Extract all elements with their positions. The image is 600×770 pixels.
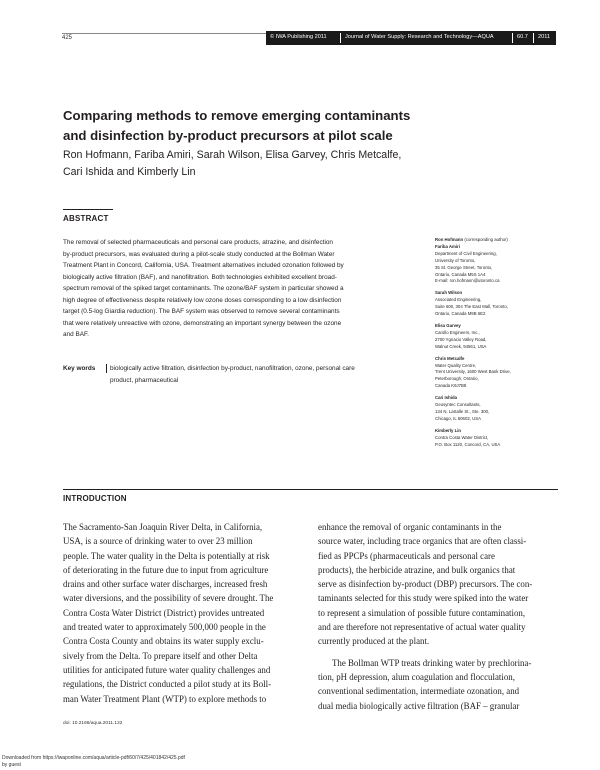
body-line: people. The water quality in the Delta is potentially at risk (63, 550, 270, 561)
affiliation-name: Cari Ishida (435, 395, 457, 401)
abstract-line: high degree of effectiveness despite relatively low ozone doses corresponding to a low disinfection (63, 296, 342, 304)
introduction-heading: INTRODUCTION (63, 494, 127, 503)
header-separator (512, 33, 513, 43)
abstract-line: that were relatively unreactive with ozone, demonstrating an important synergy between the ozone (63, 319, 342, 327)
download-line: Downloaded from https://iwaponline.com/aqua/article-pdf/60/7/425/401842/425.pdf (2, 755, 185, 761)
body-line: currently produced at the plant. (318, 636, 430, 647)
abstract-rule (63, 209, 113, 210)
header-separator (340, 33, 341, 43)
body-line: utilities for anticipated future water quality challenges and (63, 664, 271, 675)
author-line: Ron Hofmann, Fariba Amiri, Sarah Wilson, Elisa Garvey, Chris Metcalfe, (63, 149, 402, 161)
journal-header-band (266, 31, 556, 45)
body-line: of deteriorating in the future due to input from agriculture (63, 564, 269, 575)
affiliation-line: Suite 600, 304 The East Mall, Toronto, (435, 304, 508, 310)
affiliation-line: Department of Civil Engineering, (435, 250, 497, 256)
affiliation-line: Geosyntec Consultants, (435, 402, 481, 408)
affiliation-block (435, 395, 565, 423)
affiliation-line: E-mail: ron.hofmann@utoronto.ca (435, 278, 500, 284)
affiliation-line: Ontario, Canada M9B 6E2 (435, 311, 486, 317)
abstract-line: biologically active filtration (BAF), and nanofiltration. Both technologies exhibited excellent broad- (63, 273, 337, 281)
affiliation-line: 35 St. George Street, Toronto, (435, 264, 493, 270)
abstract-line: target (0.5-log Giardia reduction). The BAF system was observed to remove several contaminants (63, 308, 340, 315)
keywords-separator (106, 364, 107, 373)
abstract-heading: ABSTRACT (63, 214, 109, 223)
affiliation-block (435, 290, 565, 318)
body-line: drains and other surface water discharges, increased fresh (63, 579, 268, 590)
body-line: conventional sedimentation, intermediate ozonation, and (318, 686, 520, 697)
body-line: enhance the removal of organic contaminants in the (318, 522, 502, 532)
doi: doi: 10.2166/aqua.2011.132 (63, 721, 123, 726)
affiliation-line: Ontario, Canada M5S 1A4 (435, 271, 486, 277)
body-line: water diversions, and the possibility of severe drought. The (63, 593, 274, 604)
abstract-text (63, 237, 415, 341)
keywords-line: product, pharmaceutical (110, 376, 179, 384)
year: 2011 (538, 34, 551, 40)
download-notice (2, 755, 185, 768)
body-line: The Bollman WTP treats drinking water by prechlorina- (332, 657, 532, 668)
affiliation-block (435, 323, 565, 351)
body-line: and treated water to approximately 500,000 people in the (63, 622, 266, 633)
journal-name: Journal of Water Supply: Research and Technology—AQUA (345, 34, 494, 40)
affiliation-name: Fariba Amiri (435, 243, 460, 249)
affiliation-line: 134 N. LaSalle St., Ste. 300, (435, 408, 490, 414)
affiliation-line: 2700 Ygnacio Valley Road, (435, 336, 487, 342)
affiliation-name: Elisa Garvey (435, 322, 461, 328)
affiliation-line: Carollo Engineers, Inc., (435, 329, 480, 335)
affiliation-block (435, 244, 565, 285)
body-line: fied as PPCPs (pharmaceuticals and personal care (318, 550, 495, 561)
body-line: and are therefore not representative of actual water quality (318, 622, 526, 633)
author-line: Cari Ishida and Kimberly Lin (63, 166, 196, 178)
body-line: regulations, the District conducted a pilot study at its Boll- (63, 679, 272, 690)
affiliation-name: Kimberly Lin (435, 427, 462, 433)
body-line: products), the herbicide atrazine, and bulk organics that (318, 564, 516, 575)
affiliation-block (435, 356, 565, 391)
body-line: man Water Treatment Plant (WTP) to explore methods to (63, 693, 267, 704)
abstract-line: Treatment Plant in Concord, California, USA. Treatment alternatives included ozonation followed by (63, 262, 344, 269)
abstract-line: by-product precursors, was evaluated during a pilot-scale study conducted at the Bollman Water (63, 250, 335, 258)
keywords-line: biologically active filtration, disinfection by-product, nanofiltration, ozone, personal care (110, 365, 355, 372)
affiliation-name: Sarah Wilson (435, 290, 463, 296)
affiliation-line: Contra Costa Water District, (435, 434, 489, 440)
author-list (63, 147, 463, 181)
affiliation-line: Canada K9J7B8 (435, 383, 467, 389)
intro-column-right (318, 520, 558, 713)
affiliation-line: P.O. Box 1120, Concord, CA, USA (435, 441, 501, 447)
body-line: Contra Costa County and obtains its water supply exclu- (63, 636, 264, 647)
affiliation-note: (corresponding author) (463, 237, 508, 242)
intro-column-left (63, 520, 299, 706)
body-line: dual media biologically active filtration (BAF – granular (318, 700, 520, 711)
header-separator (533, 33, 534, 43)
affiliation-line: Associated Engineering, (435, 297, 482, 303)
affiliation-line: Water Quality Centre, (435, 362, 477, 368)
title-line: Comparing methods to remove emerging contaminants (63, 108, 411, 123)
body-line: serve as disinfection by-product (DBP) precursors. The con- (318, 579, 533, 590)
affiliation-line: Chicago, IL 60602, USA (435, 415, 481, 421)
body-line: USA, is a source of drinking water to over 23 million (63, 536, 253, 547)
page-number: 425 (62, 35, 73, 41)
affiliation-name: Chris Metcalfe (435, 355, 465, 361)
body-line: source water, including trace organics that are often classi- (318, 536, 527, 547)
affiliation-line: Trent University, 1600 West Bank Drive, (435, 369, 511, 375)
abstract-line: spectrum removal of the spiked target contaminants. The ozone/BAF system in particular showed a (63, 285, 344, 292)
body-line: taminants selected for this study were spiked into the water (318, 593, 529, 604)
volume: 60.7 (517, 34, 528, 40)
title-line: and disinfection by-product precursors at pilot scale (63, 128, 393, 143)
keywords-label: Key words (63, 365, 96, 372)
body-line: to represent a simulation of possible future contamination, (318, 607, 526, 618)
body-line: sively from the Delta. To prepare itself and other Delta (63, 650, 258, 661)
affiliation-line: University of Toronto, (435, 257, 476, 263)
copyright: © IWA Publishing 2011 (270, 34, 327, 40)
affiliation-block (435, 237, 565, 244)
abstract-line: and BAF. (63, 331, 89, 338)
affiliations (435, 237, 565, 453)
introduction-rule (63, 489, 558, 490)
download-line: by guest (2, 761, 21, 768)
keywords-list (110, 363, 414, 386)
affiliation-line: Walnut Creek, 94561, USA (435, 343, 487, 349)
body-line: Contra Costa Water District (District) provides untreated (63, 607, 265, 618)
affiliation-line: Peterborough, Ontario, (435, 376, 479, 382)
affiliation-block (435, 428, 565, 449)
abstract-line: The removal of selected pharmaceuticals and personal care products, atrazine, and disinfection (63, 239, 333, 246)
body-line: tion, pH depression, alum coagulation and flocculation, (318, 671, 515, 682)
affiliation-name: Ron Hofmann (435, 237, 464, 242)
body-line: The Sacramento-San Joaquin River Delta, in California, (63, 522, 263, 532)
article-title (63, 106, 463, 146)
